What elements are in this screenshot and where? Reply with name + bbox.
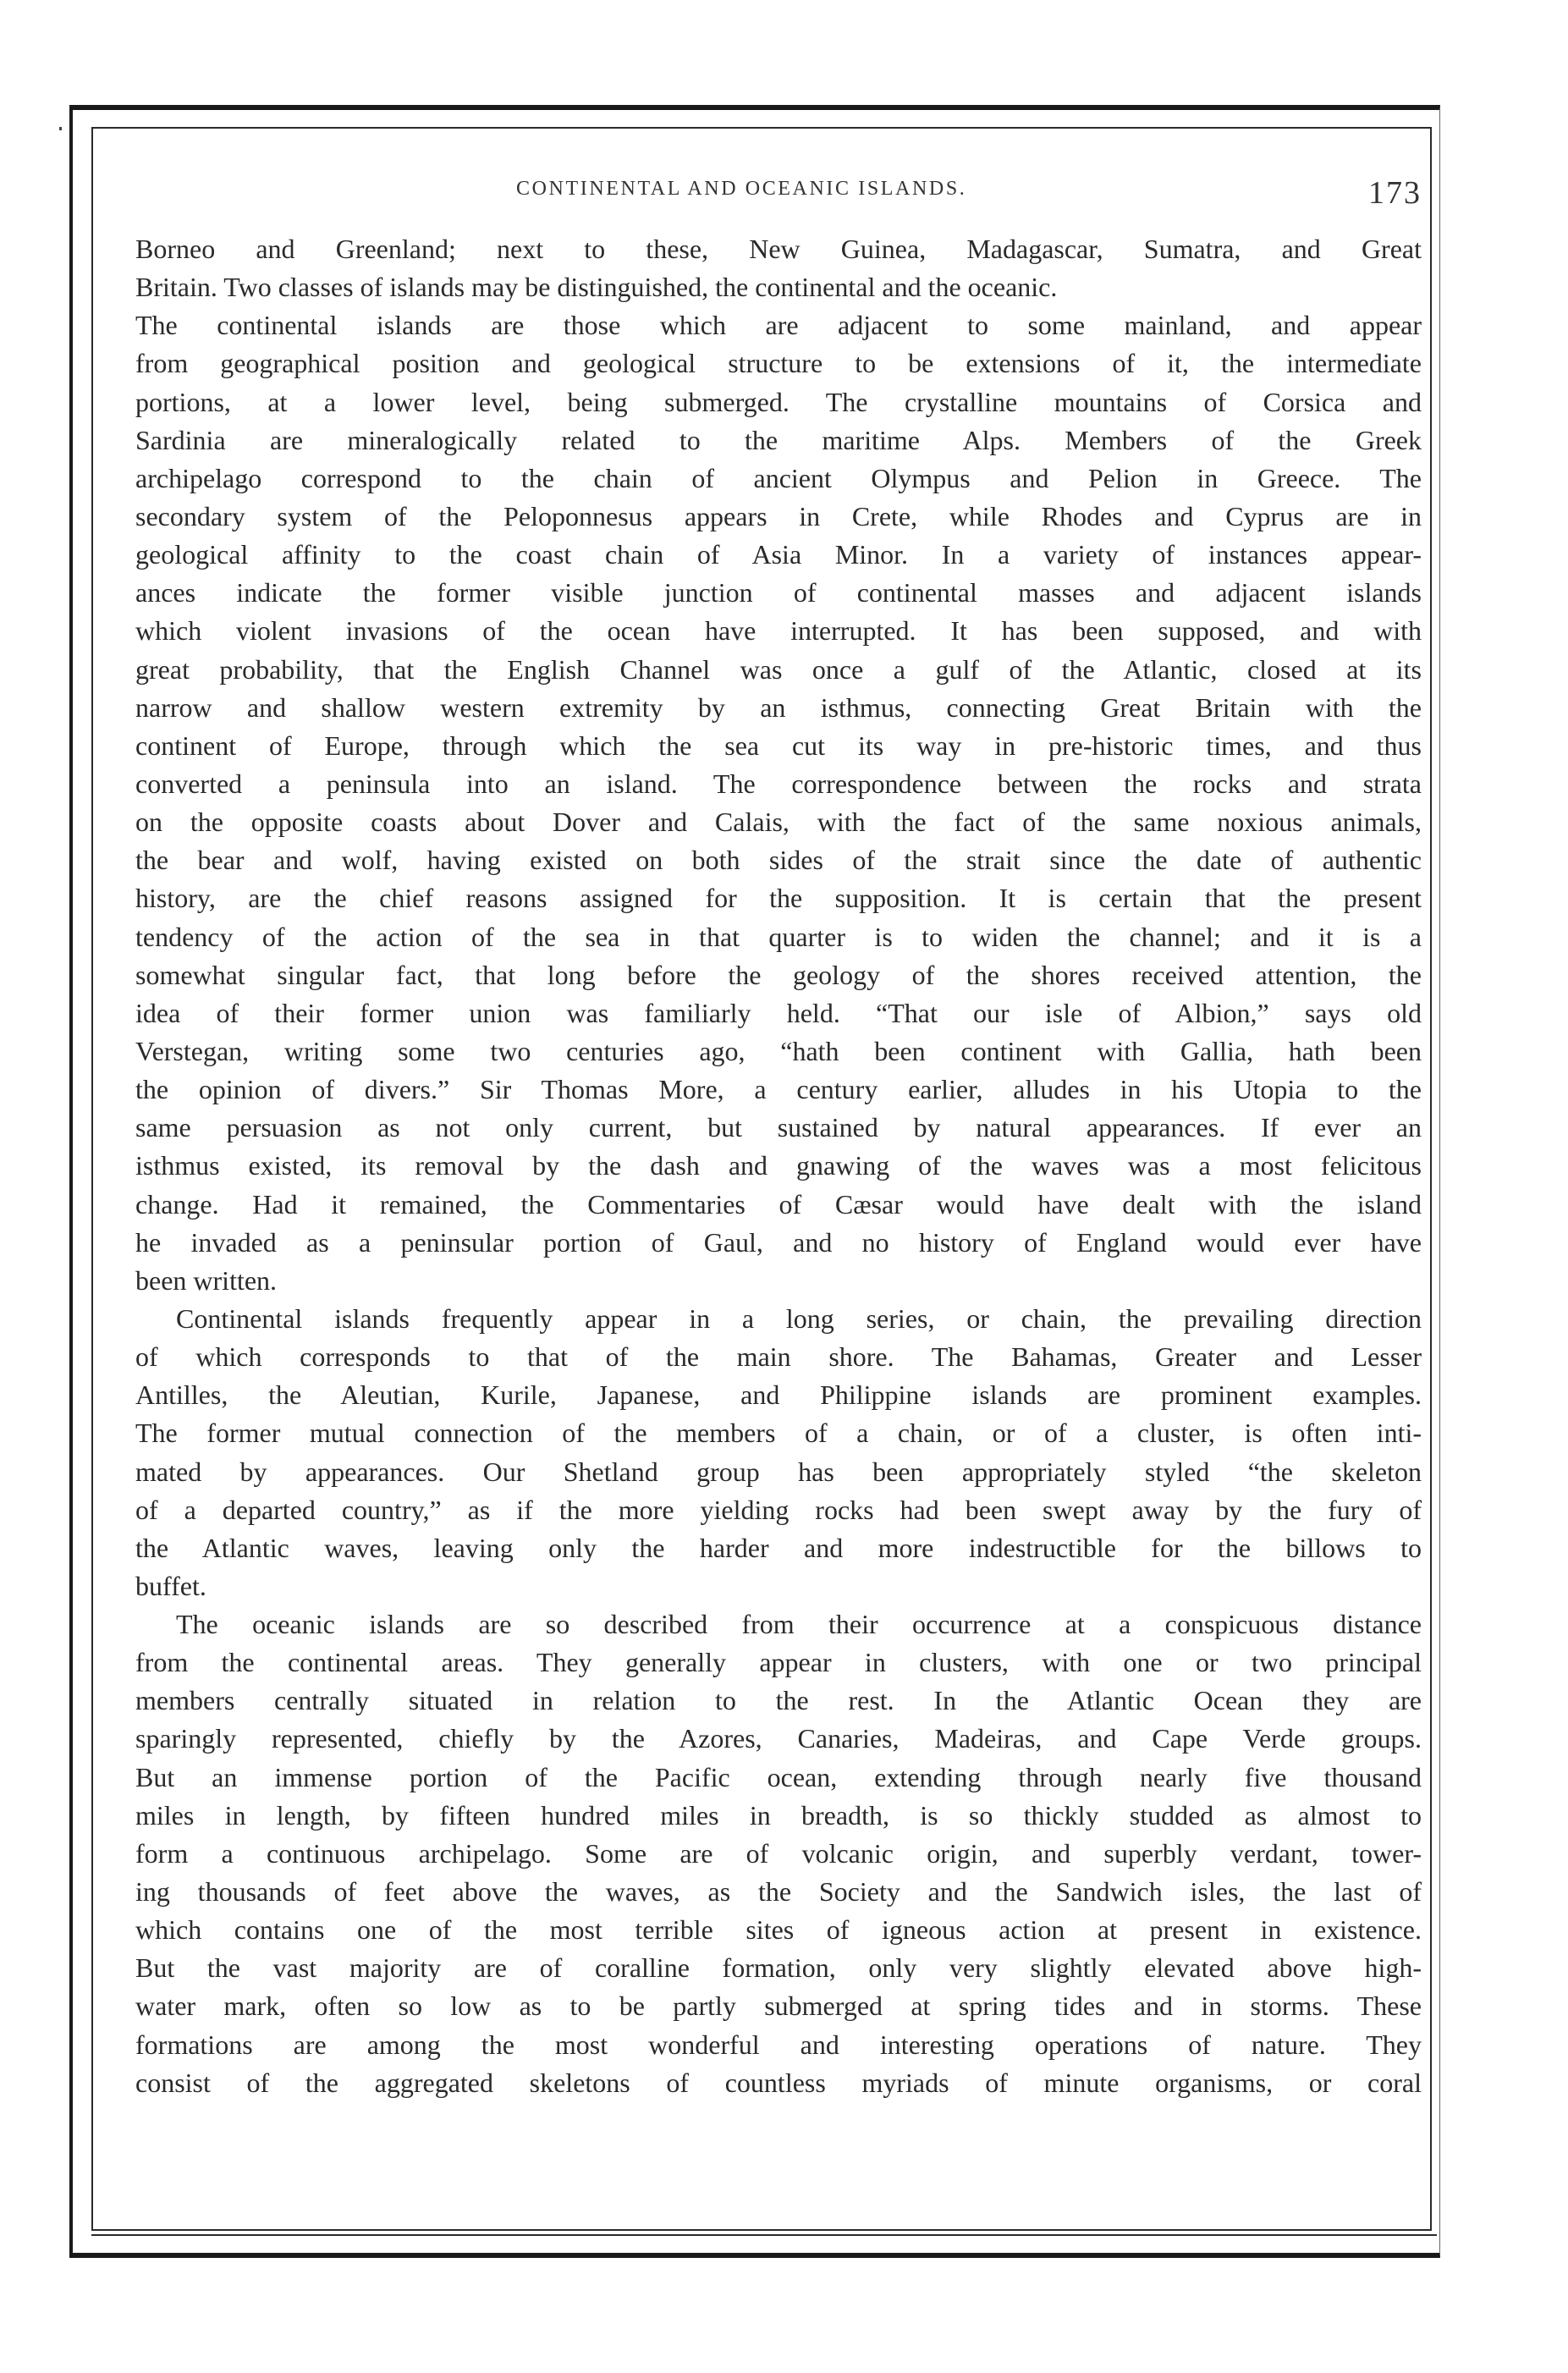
text-line: Britain. Two classes of islands may be distinguished, the continental and the oceanic. bbox=[135, 272, 1058, 303]
text-line: idea of their former union was familiarly held. “That our isle of Albion,” says old bbox=[135, 997, 1422, 1028]
text-line: water mark, often so low as to be partly submerged at spring tides and in storms. These bbox=[135, 1990, 1422, 2022]
text-line: isthmus existed, its removal by the dash and gnawing of the waves was a most felicitous bbox=[135, 1150, 1422, 1181]
text-line: of a departed country,” as if the more yielding rocks had been swept away by the fury of bbox=[135, 1494, 1422, 1525]
text-line: geological affinity to the coast chain of Asia Minor. In a variety of instances appear- bbox=[135, 539, 1422, 570]
text-line: great probability, that the English Channel was once a gulf of the Atlantic, closed at its bbox=[135, 653, 1422, 685]
text-line: tendency of the action of the sea in that quarter is to widen the channel; and it is a bbox=[135, 921, 1422, 952]
text-line: he invaded as a peninsular portion of Gaul, and no history of England would ever have bbox=[135, 1226, 1422, 1258]
text-line: consist of the aggregated skeletons of countless myriads of minute organisms, or coral bbox=[135, 2067, 1422, 2098]
text-line: Borneo and Greenland; next to these, New Guinea, Madagascar, Sumatra, and Great bbox=[135, 234, 1422, 264]
text-line: The former mutual connection of the members of a chain, or of a cluster, is often inti- bbox=[135, 1418, 1422, 1449]
text-line: Continental islands frequently appear in a long series, or chain, the prevailing direction bbox=[176, 1302, 1422, 1334]
page-number: 173 bbox=[1368, 175, 1422, 211]
text-line: portions, at a lower level, being submerged. The crystalline mountains of Corsica and bbox=[135, 386, 1422, 417]
text-line: the opinion of divers.” Sir Thomas More, a century earlier, alludes in his Utopia to the bbox=[135, 1074, 1422, 1105]
text-line: from the continental areas. They generally appear in clusters, with one or two principal bbox=[135, 1647, 1422, 1678]
text-line: of which corresponds to that of the main shore. The Bahamas, Greater and Lesser bbox=[135, 1341, 1422, 1373]
text-line: archipelago correspond to the chain of ancient Olympus and Pelion in Greece. The bbox=[135, 462, 1422, 493]
running-head bbox=[135, 169, 1422, 211]
text-line: the Atlantic waves, leaving only the harder and more indestructible for the billows to bbox=[135, 1532, 1422, 1563]
text-line: somewhat singular fact, that long before the geology of the shores received attention, the bbox=[135, 959, 1422, 990]
text-line: members centrally situated in relation to the rest. In the Atlantic Ocean they are bbox=[135, 1685, 1422, 1716]
text-line: the bear and wolf, having existed on both sides of the strait since the date of authentic bbox=[135, 845, 1422, 876]
text-line: narrow and shallow western extremity by an isthmus, connecting Great Britain with the bbox=[135, 691, 1422, 723]
text-line: on the opposite coasts about Dover and Calais, with the fact of the same noxious animals, bbox=[135, 807, 1422, 838]
text-line: from geographical position and geological structure to be extensions of it, the intermediate bbox=[135, 348, 1422, 379]
text-line: mated by appearances. Our Shetland group has been appropriately styled “the skeleton bbox=[135, 1456, 1422, 1487]
text-line: converted a peninsula into an island. The correspondence between the rocks and strata bbox=[135, 768, 1422, 799]
text-line: But the vast majority are of coralline formation, only very slightly elevated above high- bbox=[135, 1952, 1422, 1984]
text-line bbox=[135, 2102, 1422, 2140]
text-line: formations are among the most wonderful and interesting operations of nature. They bbox=[135, 2029, 1422, 2060]
text-line: ing thousands of feet above the waves, as the Society and the Sandwich isles, the last of bbox=[135, 1876, 1422, 1908]
text-line: change. Had it remained, the Commentaries of Cæsar would have dealt with the island bbox=[135, 1188, 1422, 1220]
text-line: The oceanic islands are so described from their occurrence at a conspicuous distance bbox=[176, 1609, 1422, 1640]
running-title: CONTINENTAL AND OCEANIC ISLANDS. bbox=[516, 178, 967, 200]
scan-artifact bbox=[59, 127, 62, 130]
text-line: But an immense portion of the Pacific ocean, extending through nearly five thousand bbox=[135, 1761, 1422, 1792]
text-line: same persuasion as not only current, but sustained by natural appearances. If ever an bbox=[135, 1112, 1422, 1143]
text-line: The continental islands are those which are adjacent to some mainland, and appear bbox=[135, 310, 1422, 341]
text-line: miles in length, by fifteen hundred miles in breadth, is so thickly studded as almost to bbox=[135, 1799, 1422, 1831]
text-line: which violent invasions of the ocean have interrupted. It has been supposed, and with bbox=[135, 615, 1422, 647]
text-line: history, are the chief reasons assigned for the supposition. It is certain that the present bbox=[135, 883, 1422, 914]
text-line: ances indicate the former visible junction of continental masses and adjacent islands bbox=[135, 577, 1422, 608]
text-line: secondary system of the Peloponnesus appears in Crete, while Rhodes and Cyprus are in bbox=[135, 500, 1422, 531]
text-line: sparingly represented, chiefly by the Azores, Canaries, Madeiras, and Cape Verde groups. bbox=[135, 1723, 1422, 1754]
text-line: buffet. bbox=[135, 1570, 206, 1601]
page-frame-bottom-rule bbox=[91, 2234, 1437, 2236]
text-line: continent of Europe, through which the sea cut its way in pre-historic times, and thus bbox=[135, 730, 1422, 761]
text-line: form a continuous archipelago. Some are of volcanic origin, and superbly verdant, tower- bbox=[135, 1837, 1422, 1869]
body-text bbox=[135, 230, 1422, 2140]
text-line: Sardinia are mineralogically related to the maritime Alps. Members of the Greek bbox=[135, 424, 1422, 455]
text-line: which contains one of the most terrible sites of igneous action at present in existence. bbox=[135, 1914, 1422, 1946]
text-line: Verstegan, writing some two centuries ago, “hath been continent with Gallia, hath been bbox=[135, 1035, 1422, 1066]
text-line: Antilles, the Aleutian, Kurile, Japanese, and Philippine islands are prominent examples. bbox=[135, 1379, 1422, 1411]
text-line: been written. bbox=[135, 1264, 278, 1296]
